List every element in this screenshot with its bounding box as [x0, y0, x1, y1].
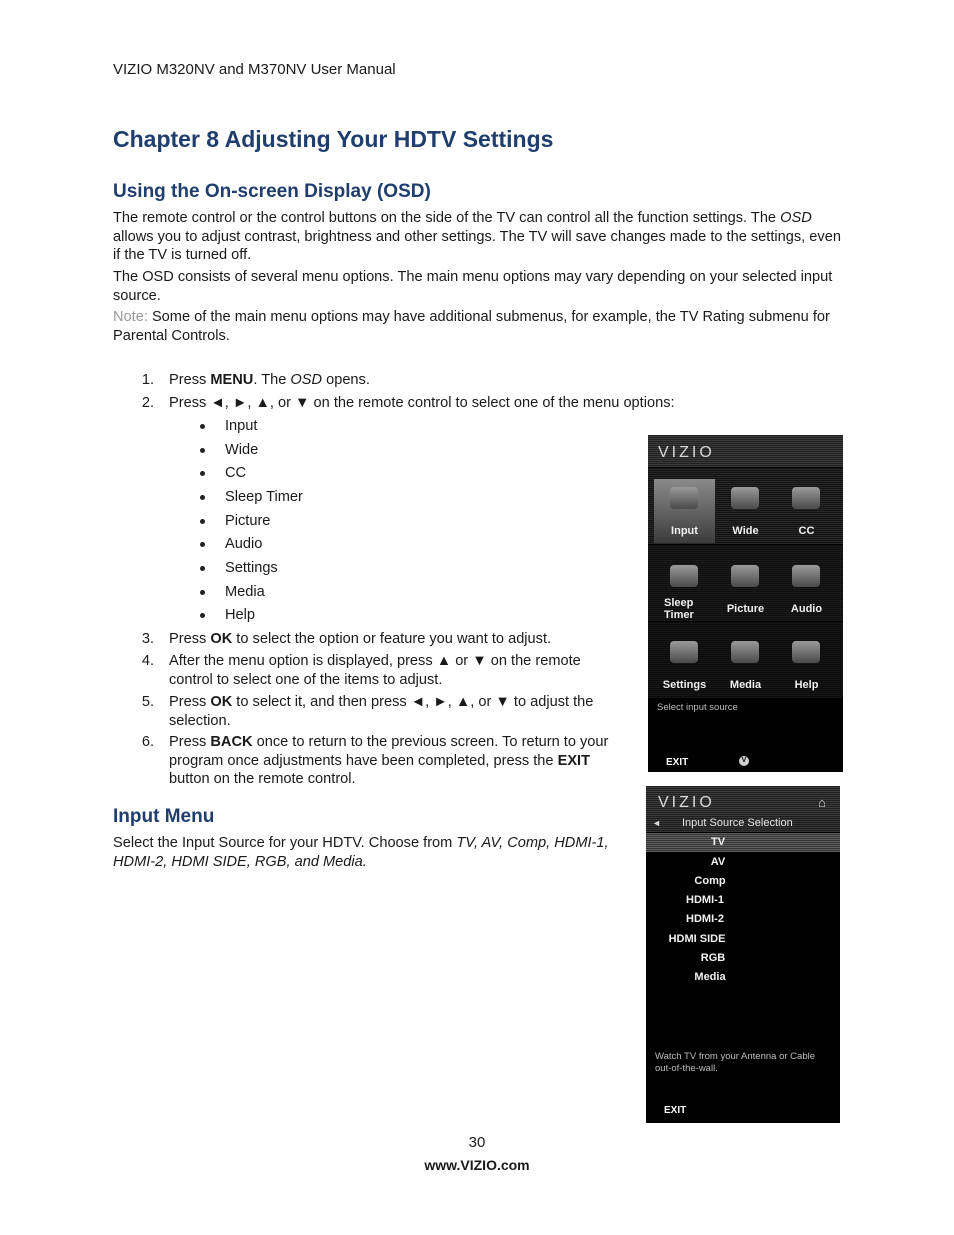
- osd-status-text: Select input source: [657, 702, 738, 713]
- back-arrow-icon[interactable]: ◄: [652, 818, 661, 828]
- osd-cell-picture[interactable]: Picture: [715, 557, 776, 621]
- input-item-hdmi-1[interactable]: HDMI-1: [686, 894, 724, 906]
- vizio-logo: VIZIO: [658, 444, 715, 461]
- input-menu-heading: Input Menu: [113, 806, 215, 827]
- input-menu-paragraph: Select the Input Source for your HDTV. Choose from TV, AV, Comp, HDMI-1, HDMI-2, HDMI SIDE, RGB, and Media.: [113, 835, 609, 870]
- input-item-hdmi-2[interactable]: HDMI-2: [686, 913, 724, 925]
- input-item-hdmi-side[interactable]: HDMI SIDE: [668, 933, 726, 945]
- osd-cell-wide[interactable]: Wide: [715, 479, 776, 543]
- manual-header: VIZIO M320NV and M370NV User Manual: [113, 61, 396, 78]
- osd-paragraph-1: The remote control or the control buttons on the side of the TV can control all the function settings. The OSD allows you to adjust contrast, brightness and other settings. The TV will save changes made to the settings, even if the TV is turned off.: [113, 210, 841, 263]
- input-item-av[interactable]: AV: [710, 856, 726, 868]
- input-item-rgb[interactable]: RGB: [700, 952, 726, 964]
- audio-icon: [792, 565, 820, 587]
- osd-cell-help[interactable]: Help: [776, 633, 837, 697]
- osd-exit-button[interactable]: EXIT: [664, 1105, 687, 1116]
- help-icon: [792, 641, 820, 663]
- media-icon: [731, 641, 759, 663]
- osd-main-menu: [648, 435, 843, 772]
- osd-cell-media[interactable]: Media: [715, 633, 776, 697]
- cc-icon: [792, 487, 820, 509]
- osd-section-heading: Using the On-screen Display (OSD): [113, 181, 431, 202]
- osd-cell-sleep-timer[interactable]: Sleep Timer: [654, 557, 715, 625]
- osd-cell-input[interactable]: Input: [654, 479, 715, 543]
- chapter-title: Chapter 8 Adjusting Your HDTV Settings: [113, 126, 554, 152]
- input-source-title: Input Source Selection: [682, 817, 793, 829]
- footer-url[interactable]: www.VIZIO.com: [424, 1157, 530, 1173]
- osd-cell-audio[interactable]: Audio: [776, 557, 837, 621]
- settings-icon: [670, 641, 698, 663]
- input-description: Watch TV from your Antenna or Cable out-of-the-wall.: [655, 1051, 815, 1074]
- osd-cell-settings[interactable]: Settings: [654, 633, 715, 697]
- note-paragraph: Note: Some of the main menu options may have additional submenus, for example, the TV Rating submenu for Parental Controls.: [113, 309, 830, 344]
- osd-exit-button[interactable]: EXIT: [666, 757, 689, 768]
- osd-paragraph-2: The OSD consists of several menu options. The main menu options may vary depending on your selected input source.: [113, 269, 833, 304]
- note-label: Note:: [113, 309, 148, 325]
- v-button-icon: V: [739, 756, 749, 766]
- wide-icon: [731, 487, 759, 509]
- home-icon[interactable]: ⌂: [818, 795, 826, 810]
- input-item-comp[interactable]: Comp: [694, 875, 726, 887]
- input-item-media[interactable]: Media: [694, 971, 726, 983]
- osd-cell-cc[interactable]: CC: [776, 479, 837, 543]
- input-icon: [670, 487, 698, 509]
- input-item-tv[interactable]: TV: [710, 836, 726, 848]
- sleep-timer-icon: [670, 565, 698, 587]
- picture-icon: [731, 565, 759, 587]
- osd-input-menu: [646, 786, 840, 1123]
- page-number: 30: [468, 1134, 486, 1151]
- vizio-logo: VIZIO: [658, 794, 715, 811]
